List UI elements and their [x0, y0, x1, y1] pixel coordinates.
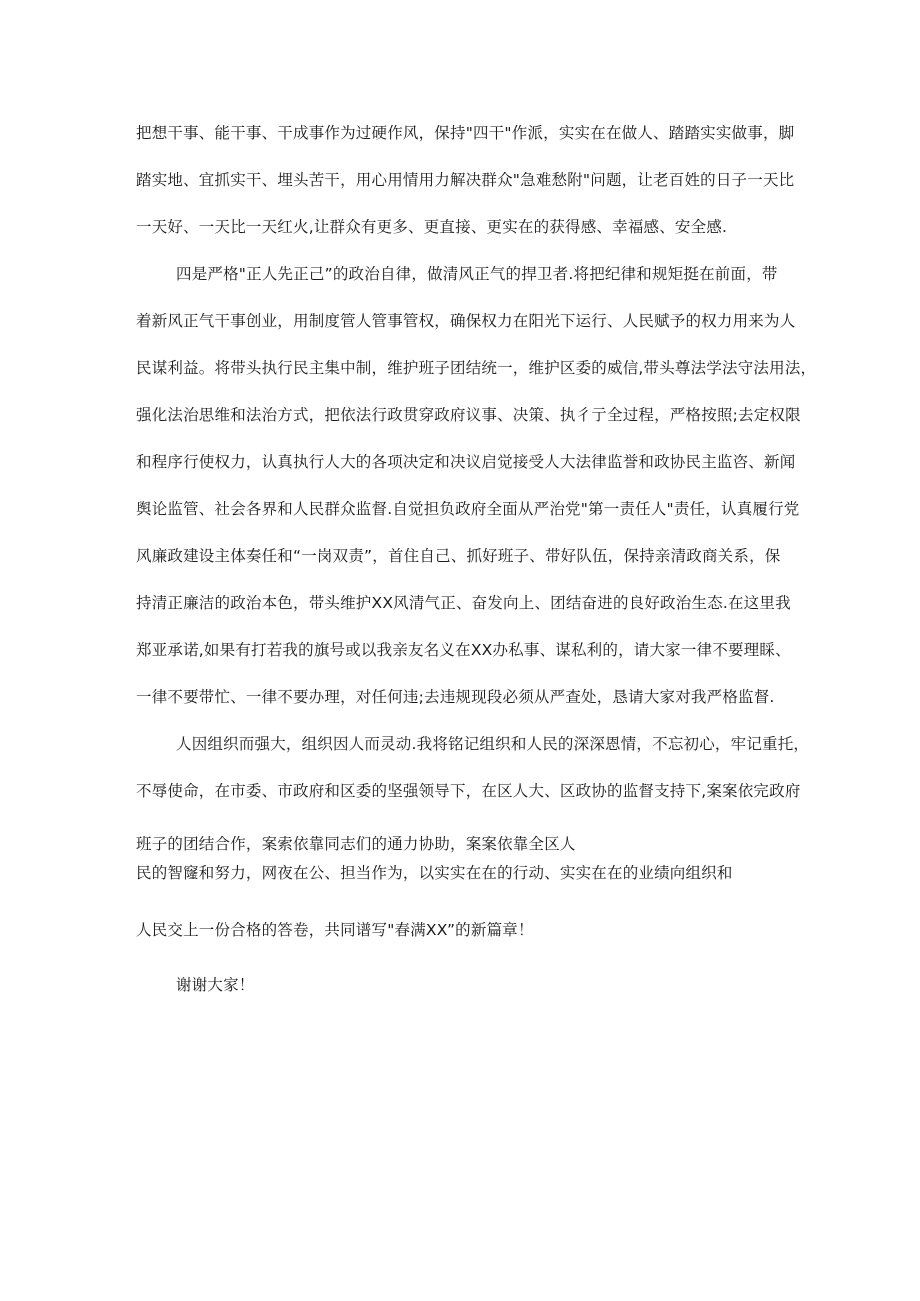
paragraph-line: 人民交上一份合格的答卷，共同谱写"春满XX”的新篇章！: [136, 921, 534, 939]
paragraph-line: 持清正廉洁的政治本色，带头维护XX风清气正、奋发向上、团结奋进的良好政治生态.在这里我: [136, 594, 791, 612]
paragraph-line: 一天好、一天比一天红火,让群众有更多、更直接、更实在的获得感、幸福感、安全感.: [136, 218, 728, 236]
paragraph-line: 把想干事、能干事、干成事作为过硬作风，保持"四干"作派，实实在在做人、踏踏实实做事，脚: [136, 124, 795, 142]
closing-line: 谢谢大家！: [176, 976, 255, 994]
paragraph-line: 班子的团结合作，案索依靠同志们的通力协助，案案依靠全区人: [136, 835, 576, 853]
paragraph-line: 四是严格"正人先正己”的政治自律，做清风正气的捍卫者.将把纪律和规矩挺在前面，带: [176, 265, 778, 283]
paragraph-line: 民的智窿和努力，网夜在公、担当作为，以实实在在的行动、实实在在的业绩向组织和: [136, 864, 733, 882]
paragraph-line: 风廉政建设主体奏任和“一岗双责”，首住自己、抓好班子、带好队伍，保持亲清政商关系，保: [136, 547, 781, 565]
paragraph-line: 郑亚承诺,如果有打若我的旗号或以我亲友名义在XX办私事、谋私利的，请大家一律不要理睬、: [136, 641, 791, 659]
paragraph-line: 人因组织而强大，组织因人而灵动.我将铭记组织和人民的深深恩情，不忘初心，牢记重托，: [176, 735, 810, 753]
paragraph-line: 和程序行使权力，认真执行人大的各项决定和决议启觉接受人大法律监誉和政协民主监咨、新闻: [136, 453, 796, 471]
paragraph-line: 舆论监管、社会各界和人民群众监督.自觉担负政府全面从严治党"第一责任人"责任，认真履行党: [136, 500, 800, 518]
paragraph-line: 着新风正气干事创业，用制度管人管事管权，确保权力在阳光下运行、人民赋予的权力用来为人: [136, 312, 796, 330]
paragraph-line: 民谋利益。将带头执行民主集中制，维护班子团结统一，维护区委的威信,带头尊法学法守法用法，: [136, 359, 817, 377]
paragraph-line: 不辱使命，在市委、市政府和区委的坚强领导下，在区人大、区政协的监督支持下,案案依完政府: [136, 782, 801, 800]
paragraph-line: 踏实地、宜抓实干、埋头苦干，用心用情用力解决群众"急难愁附"问题，让老百姓的日子一天比: [136, 171, 795, 189]
paragraph-line: 强化法治思维和法治方式，把依法行政贯穿政府议事、决策、执彳亍全过程，严格按照;去定权限: [136, 406, 801, 424]
paragraph-line: 一律不要带忙、一律不要办理，对任何违;去违规现段必须从严查处，恳请大家对我严格监督.: [136, 688, 775, 706]
